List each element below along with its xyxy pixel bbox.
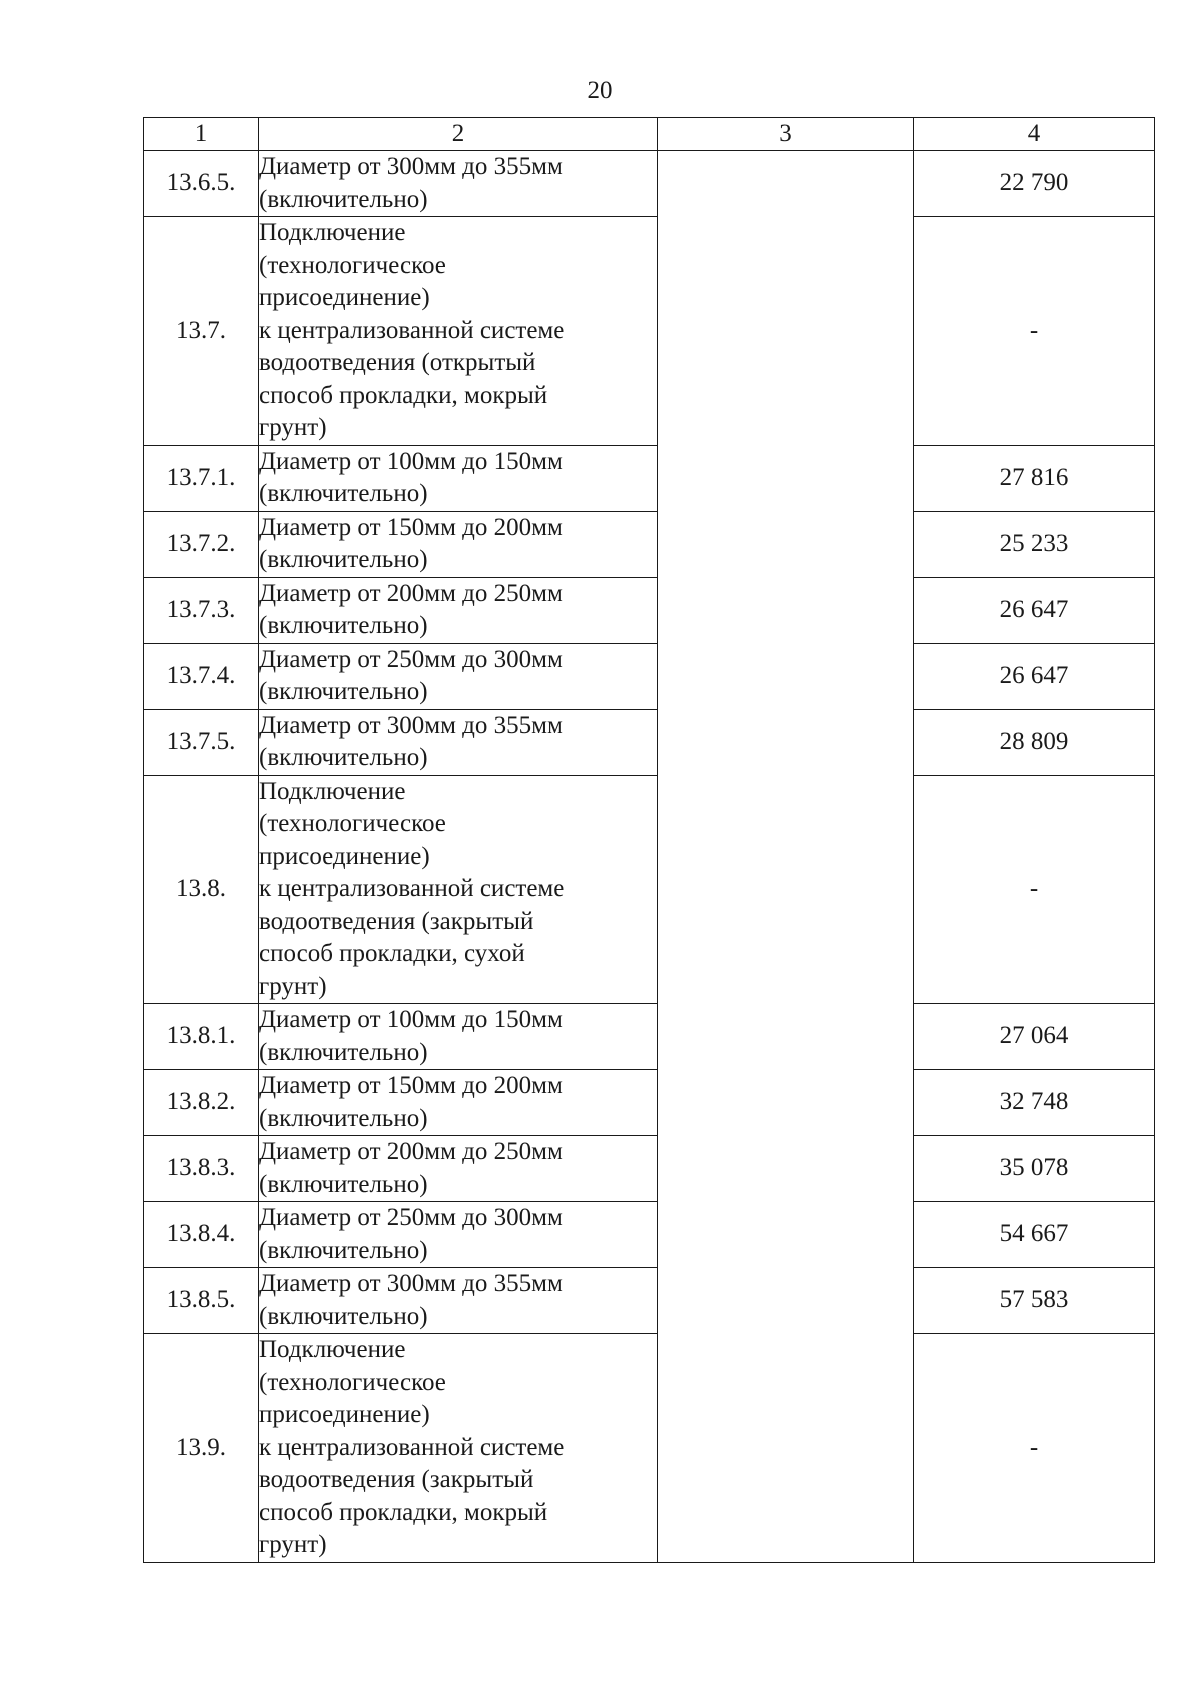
description-line: грунт) xyxy=(259,1531,327,1558)
row-number: 13.7.1. xyxy=(144,445,259,511)
row-value: - xyxy=(914,1334,1155,1563)
description-line: способ прокладки, сухой xyxy=(259,940,525,967)
row-value: 35 078 xyxy=(914,1136,1155,1202)
description-line: (включительно) xyxy=(259,546,428,573)
row-number: 13.7.2. xyxy=(144,511,259,577)
description-line: (технологическое xyxy=(259,810,446,837)
row-description xyxy=(259,1070,658,1136)
description-line: способ прокладки, мокрый xyxy=(259,1498,548,1526)
row-number: 13.8.4. xyxy=(144,1202,259,1268)
row-number: 13.8. xyxy=(144,775,259,1004)
row-value: - xyxy=(914,217,1155,446)
row-value: 54 667 xyxy=(914,1202,1155,1268)
header-col-1: 1 xyxy=(144,118,259,151)
column-3-cell xyxy=(658,151,914,1563)
header-col-4: 4 xyxy=(914,118,1155,151)
description-line: (включительно) xyxy=(259,678,428,705)
row-number: 13.8.3. xyxy=(144,1136,259,1202)
header-col-3: 3 xyxy=(658,118,914,151)
description-line: Подключение xyxy=(259,219,406,246)
description-line: Диаметр от 150мм до 200мм xyxy=(259,513,563,541)
table-row xyxy=(144,1334,1155,1563)
row-number: 13.8.5. xyxy=(144,1268,259,1334)
description-line: (технологическое xyxy=(259,251,446,279)
row-description xyxy=(259,1202,658,1268)
row-value: 27 816 xyxy=(914,445,1155,511)
row-value: 57 583 xyxy=(914,1268,1155,1334)
table-row xyxy=(144,445,1155,511)
description-line: (включительно) xyxy=(259,744,428,771)
row-number: 13.7.4. xyxy=(144,643,259,709)
row-description xyxy=(259,709,658,775)
row-description xyxy=(259,1268,658,1334)
description-line: Диаметр от 150мм до 200мм xyxy=(259,1072,563,1099)
table-row xyxy=(144,1070,1155,1136)
description-line: Подключение xyxy=(259,1336,406,1363)
row-description xyxy=(259,151,658,217)
row-value: 28 809 xyxy=(914,709,1155,775)
description-line: к централизованной системе xyxy=(259,1433,565,1461)
table-row xyxy=(144,217,1155,446)
row-value: 26 647 xyxy=(914,577,1155,643)
table-row xyxy=(144,643,1155,709)
row-value: 27 064 xyxy=(914,1004,1155,1070)
description-line: Диаметр от 250мм до 300мм xyxy=(259,1204,563,1231)
description-line: грунт) xyxy=(259,972,327,1000)
description-line: водоотведения (открытый xyxy=(259,349,536,376)
table-row xyxy=(144,577,1155,643)
description-line: Диаметр от 300мм до 355мм xyxy=(259,711,563,739)
row-number: 13.9. xyxy=(144,1334,259,1563)
table-header-row xyxy=(144,118,1155,151)
row-description xyxy=(259,511,658,577)
description-line: Диаметр от 300мм до 355мм xyxy=(259,1270,563,1297)
table-row xyxy=(144,709,1155,775)
table-row xyxy=(144,1268,1155,1334)
description-line: Диаметр от 300мм до 355мм xyxy=(259,153,563,180)
row-description xyxy=(259,577,658,643)
row-description xyxy=(259,445,658,511)
page-number: 20 xyxy=(587,77,613,104)
row-description xyxy=(259,1334,658,1563)
row-description xyxy=(259,1004,658,1070)
description-line: к централизованной системе xyxy=(259,875,565,902)
row-value: 22 790 xyxy=(914,151,1155,217)
row-number: 13.7. xyxy=(144,217,259,446)
description-line: (включительно) xyxy=(259,612,428,639)
row-description xyxy=(259,1136,658,1202)
description-line: (технологическое xyxy=(259,1368,446,1396)
description-line: водоотведения (закрытый xyxy=(259,1466,534,1493)
row-value: 26 647 xyxy=(914,643,1155,709)
row-number: 13.7.3. xyxy=(144,577,259,643)
description-line: Подключение xyxy=(259,777,406,805)
row-number: 13.7.5. xyxy=(144,709,259,775)
tariff-table xyxy=(143,117,1155,1563)
row-description xyxy=(259,217,658,446)
description-line: Диаметр от 200мм до 250мм xyxy=(259,579,563,607)
description-line: водоотведения (закрытый xyxy=(259,907,534,935)
row-value: 32 748 xyxy=(914,1070,1155,1136)
table-row xyxy=(144,1004,1155,1070)
description-line: грунт) xyxy=(259,414,327,441)
description-line: Диаметр от 250мм до 300мм xyxy=(259,645,563,673)
description-line: (включительно) xyxy=(259,1302,428,1330)
row-description xyxy=(259,643,658,709)
description-line: способ прокладки, мокрый xyxy=(259,381,548,409)
table-row xyxy=(144,775,1155,1004)
description-line: (включительно) xyxy=(259,1038,428,1066)
description-line: (включительно) xyxy=(259,480,428,507)
description-line: (включительно) xyxy=(259,1170,428,1198)
description-line: (включительно) xyxy=(259,185,428,213)
table-row xyxy=(144,511,1155,577)
description-line: присоединение) xyxy=(259,1401,430,1428)
table-row xyxy=(144,1136,1155,1202)
row-number: 13.8.2. xyxy=(144,1070,259,1136)
row-number: 13.6.5. xyxy=(144,151,259,217)
header-col-2: 2 xyxy=(259,118,658,151)
row-description xyxy=(259,775,658,1004)
row-value: - xyxy=(914,775,1155,1004)
row-number: 13.8.1. xyxy=(144,1004,259,1070)
description-line: Диаметр от 100мм до 150мм xyxy=(259,1006,563,1033)
table-row xyxy=(144,151,1155,217)
description-line: Диаметр от 200мм до 250мм xyxy=(259,1138,563,1165)
row-value: 25 233 xyxy=(914,511,1155,577)
description-line: присоединение) xyxy=(259,284,430,311)
description-line: к централизованной системе xyxy=(259,316,565,344)
description-line: присоединение) xyxy=(259,842,430,870)
table-body xyxy=(144,151,1155,1563)
table-row xyxy=(144,1202,1155,1268)
description-line: (включительно) xyxy=(259,1104,428,1132)
description-line: Диаметр от 100мм до 150мм xyxy=(259,447,563,475)
description-line: (включительно) xyxy=(259,1236,428,1264)
